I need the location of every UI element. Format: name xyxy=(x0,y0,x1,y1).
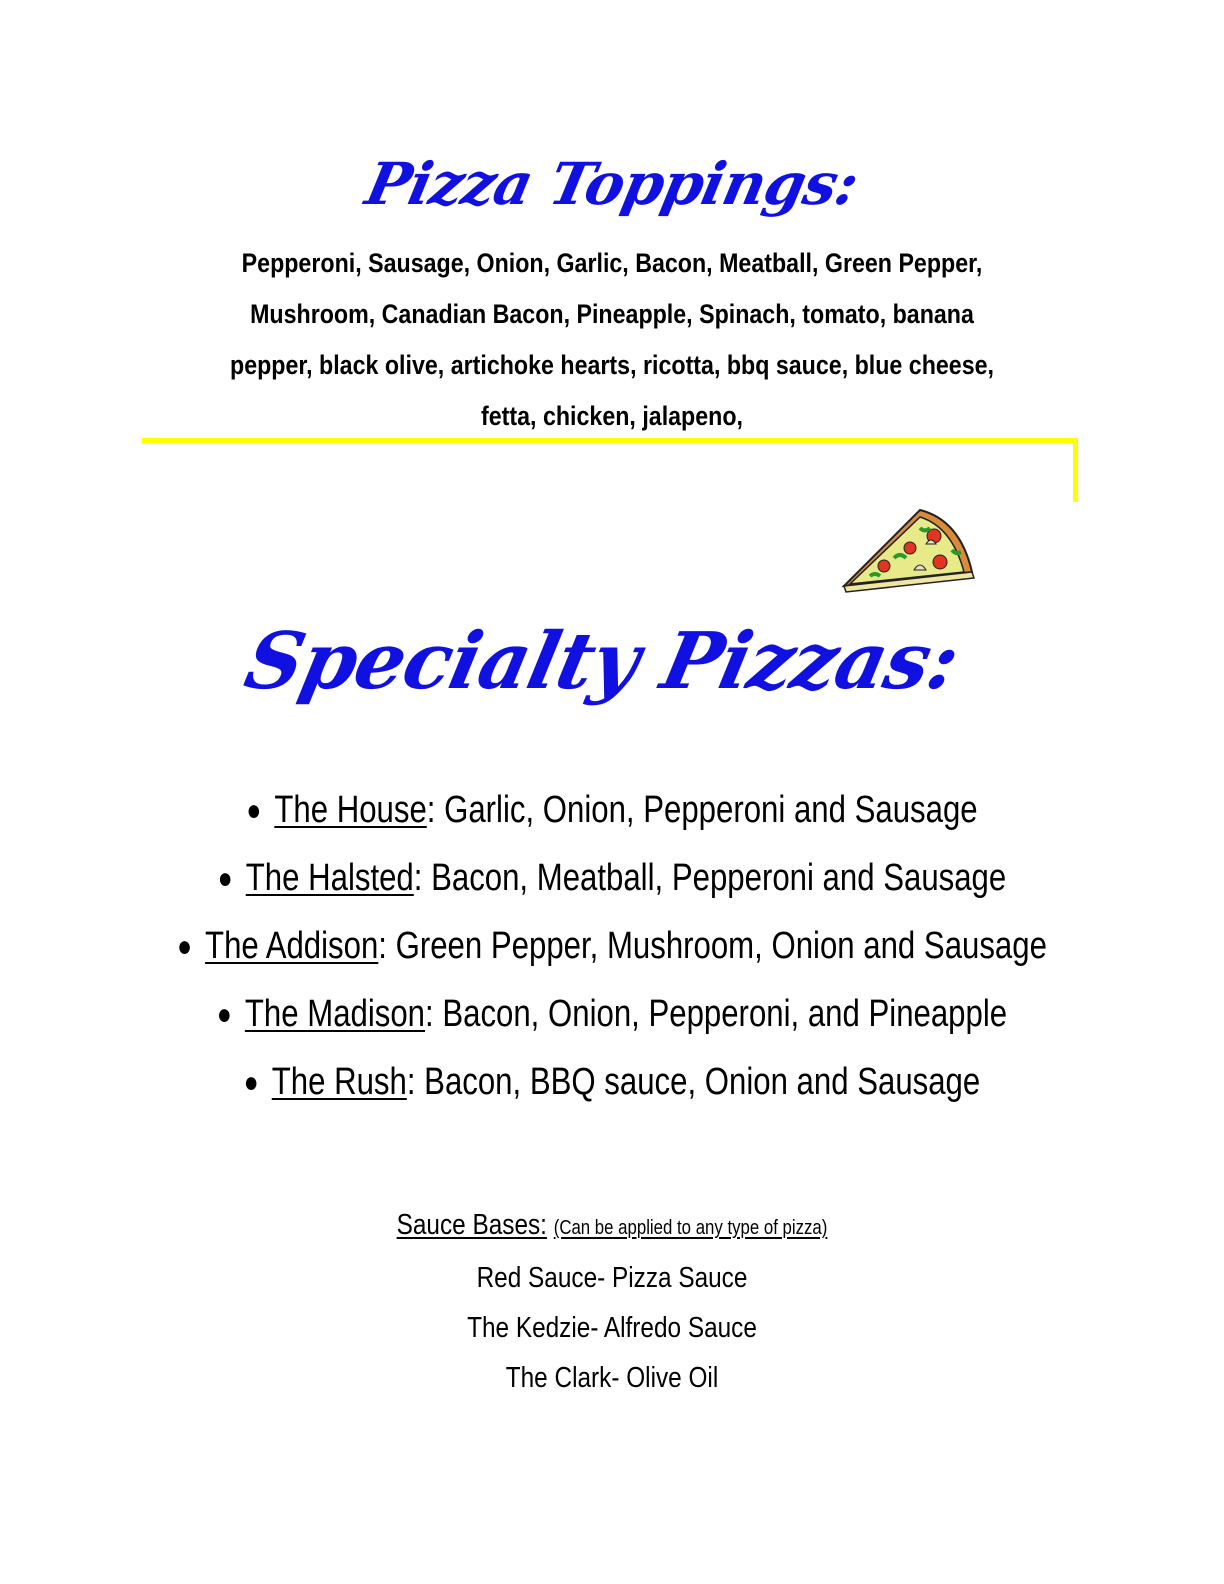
pizza-slice-icon xyxy=(840,500,980,595)
divider-line-vertical xyxy=(1073,438,1078,502)
specialty-name: The Rush xyxy=(271,1061,407,1103)
divider-line xyxy=(142,438,1078,443)
sauce-line: The Clark- Olive Oil xyxy=(505,1362,719,1394)
sauce-section xyxy=(98,1200,1126,1403)
specialty-item xyxy=(110,980,1114,1048)
specialty-toppings: : Bacon, BBQ sauce, Onion and Sausage xyxy=(406,1061,981,1103)
specialty-name: The Madison xyxy=(244,993,426,1035)
specialty-item xyxy=(110,1048,1114,1116)
specialty-title: Specialty Pizzas: xyxy=(237,616,967,707)
toppings-list: Pepperoni, Sausage, Onion, Garlic, Bacon, Meatball, Green Pepper, Mushroom, Canadian Bacon, Pineapple, Spinach, tomato, banana pepper, black olive, artichoke hearts, ricotta, bbq sauce, blue cheese, fetta, chicken, jalapeno, xyxy=(230,248,994,431)
specialty-name: The Halsted xyxy=(245,857,414,899)
specialty-list xyxy=(0,776,1224,1116)
specialty-name: The House xyxy=(274,789,427,831)
specialty-toppings: : Green Pepper, Mushroom, Onion and Sausage xyxy=(378,925,1047,967)
specialty-item xyxy=(110,776,1114,844)
specialty-toppings: : Bacon, Onion, Pepperoni, and Pineapple xyxy=(425,993,1008,1035)
specialty-item xyxy=(110,844,1114,912)
sauce-heading xyxy=(98,1200,1126,1253)
sauce-line: The Kedzie- Alfredo Sauce xyxy=(467,1312,757,1344)
sauce-line: Red Sauce- Pizza Sauce xyxy=(476,1262,748,1294)
specialty-name: The Addison xyxy=(205,925,379,967)
toppings-title: Pizza Toppings: xyxy=(360,150,864,218)
bullet-icon: ● xyxy=(216,998,232,1031)
bullet-icon: ● xyxy=(217,862,233,895)
specialty-toppings: : Garlic, Onion, Pepperoni and Sausage xyxy=(426,789,978,831)
specialty-item xyxy=(110,912,1114,980)
sauce-heading-label: Sauce Bases: xyxy=(396,1209,547,1241)
sauce-note: (Can be applied to any type of pizza) xyxy=(553,1217,828,1239)
bullet-icon: ● xyxy=(177,930,192,963)
bullet-icon: ● xyxy=(246,794,262,827)
specialty-toppings: : Bacon, Meatball, Pepperoni and Sausage xyxy=(413,857,1007,899)
bullet-icon: ● xyxy=(243,1066,259,1099)
